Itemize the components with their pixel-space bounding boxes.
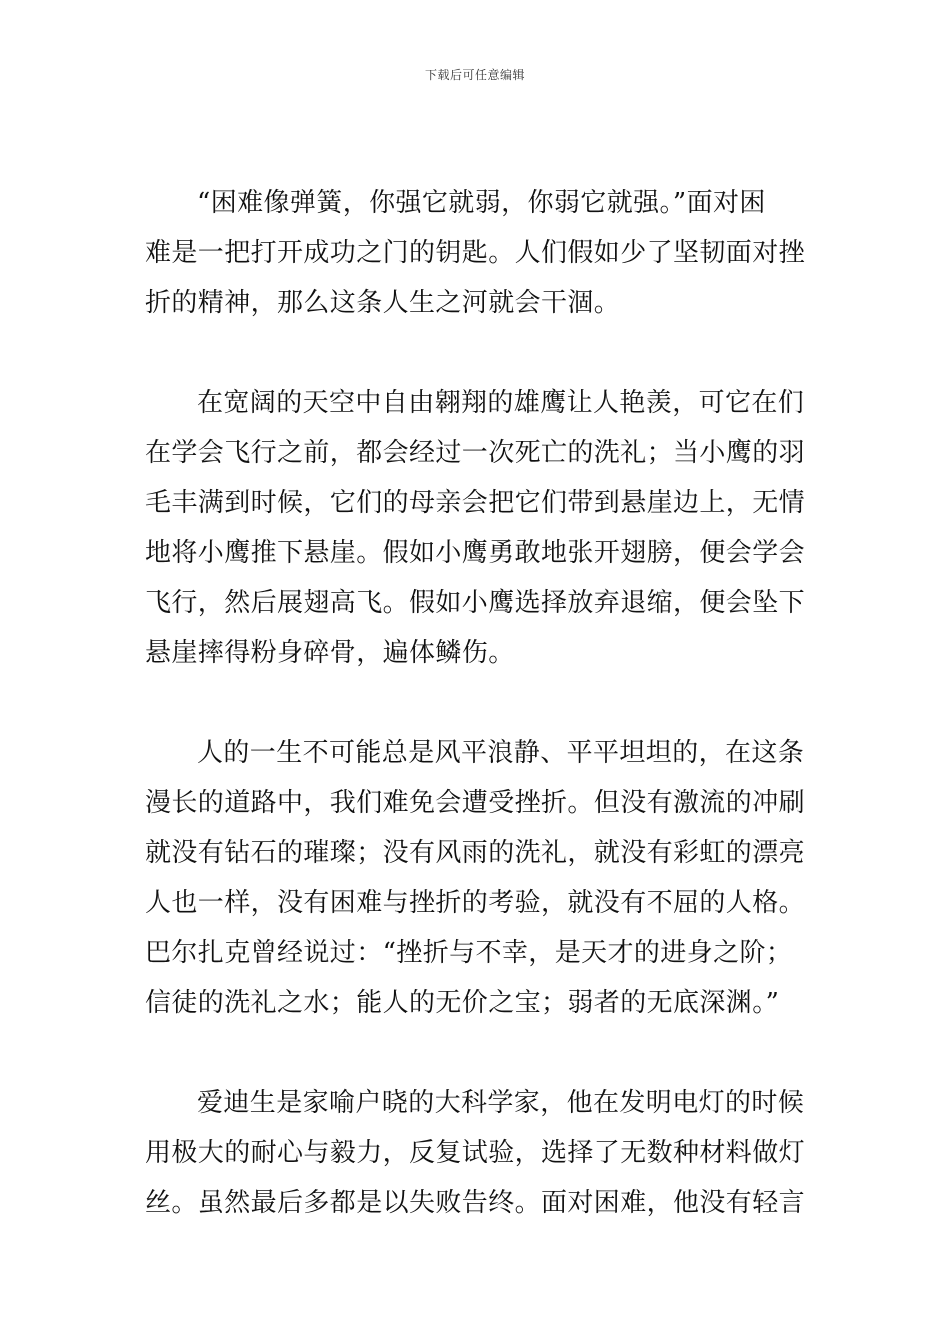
paragraph-line: 在宽阔的天空中自由翱翔的雄鹰让人艳羡，可它在们 bbox=[197, 388, 805, 418]
paragraph-line: 丝。虽然最后多都是以失败告终。面对困难，他没有轻言 bbox=[145, 1188, 806, 1218]
paragraph-line: 飞行，然后展翅高飞。假如小鹰选择放弃退缩，便会坠下 bbox=[145, 588, 806, 618]
paragraph-4 bbox=[145, 1078, 810, 1228]
paragraph-line: 地将小鹰推下悬崖。假如小鹰勇敢地张开翅膀，便会学会 bbox=[145, 538, 806, 568]
paragraph-line: 巴尔扎克曾经说过：“挫折与不幸，是天才的进身之阶； bbox=[145, 938, 793, 968]
paragraph-line: 人的一生不可能总是风平浪静、平平坦坦的，在这条 bbox=[197, 738, 805, 768]
paragraph-line: 毛丰满到时候，它们的母亲会把它们带到悬崖边上，无情 bbox=[145, 488, 806, 518]
paragraph-line: 漫长的道路中，我们难免会遭受挫折。但没有激流的冲刷 bbox=[145, 788, 806, 818]
paragraph-1 bbox=[145, 178, 810, 328]
paragraph-gap bbox=[145, 678, 810, 728]
paragraph-line: 折的精神，那么这条人生之河就会干涸。 bbox=[145, 288, 621, 318]
header-note: 下载后可任意编辑 bbox=[424, 68, 525, 82]
paragraph-line: 就没有钻石的璀璨；没有风雨的洗礼，就没有彩虹的漂亮 bbox=[145, 838, 806, 868]
paragraph-3 bbox=[145, 728, 810, 1028]
paragraph-2 bbox=[145, 378, 810, 678]
paragraph-gap bbox=[145, 1028, 810, 1078]
document-body bbox=[145, 178, 810, 1228]
paragraph-line: 人也一样，没有困难与挫折的考验，就没有不屈的人格。 bbox=[145, 888, 806, 918]
paragraph-line: 用极大的耐心与毅力，反复试验，选择了无数种材料做灯 bbox=[145, 1138, 806, 1168]
paragraph-line: 难是一把打开成功之门的钥匙。人们假如少了坚韧面对挫 bbox=[145, 238, 806, 268]
paragraph-line: 爱迪生是家喻户晓的大科学家，他在发明电灯的时候 bbox=[197, 1088, 805, 1118]
paragraph-line: 在学会飞行之前，都会经过一次死亡的洗礼；当小鹰的羽 bbox=[145, 438, 806, 468]
paragraph-gap bbox=[145, 328, 810, 378]
paragraph-line: “困难像弹簧，你强它就弱，你弱它就强。”面对困 bbox=[197, 188, 766, 218]
paragraph-line: 信徒的洗礼之水；能人的无价之宝；弱者的无底深渊。” bbox=[145, 988, 780, 1018]
paragraph-line: 悬崖摔得粉身碎骨，遍体鳞伤。 bbox=[145, 638, 515, 668]
